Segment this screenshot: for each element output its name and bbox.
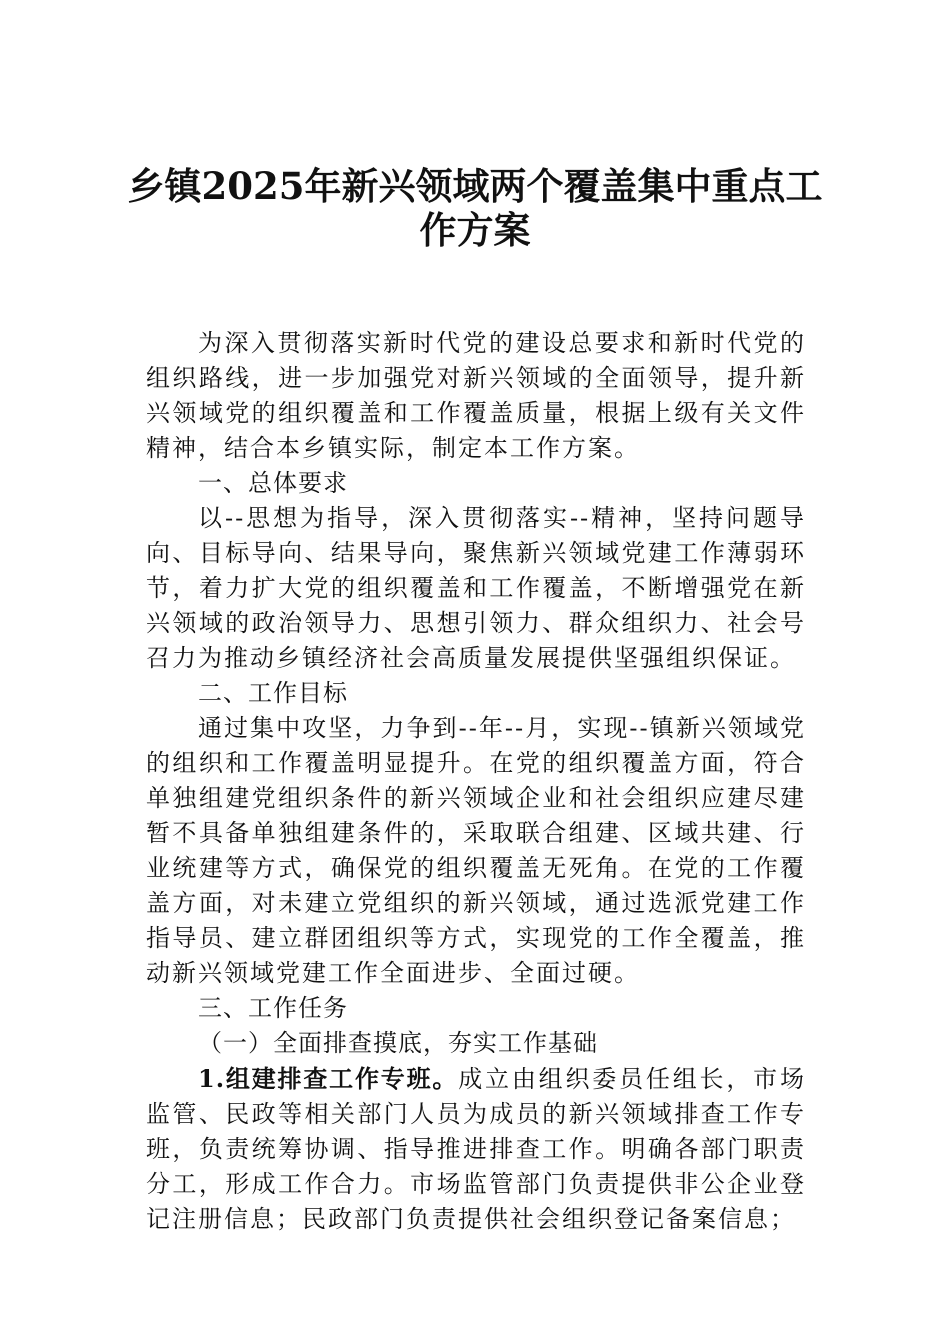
section-heading-work-goals: 二、工作目标 (198, 679, 348, 707)
section-heading-work-tasks: 三、工作任务 (198, 994, 348, 1022)
section-heading-general-requirements: 一、总体要求 (198, 469, 348, 497)
document-title-line-1: 乡镇2025年新兴领域两个覆盖集中重点工 (127, 164, 823, 208)
document-title-line-2: 作方案 (419, 208, 531, 252)
document-body (146, 326, 806, 1237)
task-item-1-lead: 1.组建排查工作专班。 (198, 1064, 459, 1093)
task-item-1-text: 成立由组织委员任组长，市场监管、民政等相关部门人员为成员的新兴领域排查工作专班，负责统筹协调、指导推进排查工作。明确各部门职责分工，形成工作合力。市场监管部门负责提供非公企业登记注册信息；民政部门负责提供社会组织登记备案信息； (146, 1065, 807, 1233)
task-item-1-paragraph (146, 1061, 806, 1237)
general-requirements-paragraph: 以--思想为指导，深入贯彻落实--精神，坚持问题导向、目标导向、结果导向，聚焦新兴领域党建工作薄弱环节，着力扩大党的组织覆盖和工作覆盖，不断增强党在新兴领域的政治领导力、思想引领力、群众组织力、社会号召力为推动乡镇经济社会高质量发展提供坚强组织保证。 (146, 504, 806, 672)
subsection-heading-survey: （一）全面排查摸底，夯实工作基础 (198, 1029, 598, 1057)
work-goals-paragraph: 通过集中攻坚，力争到--年--月，实现--镇新兴领域党的组织和工作覆盖明显提升。在党的组织覆盖方面，符合单独组建党组织条件的新兴领域企业和社会组织应建尽建暂不具备单独组建条件的，采取联合组建、区域共建、行业统建等方式，确保党的组织覆盖无死角。在党的工作覆盖方面，对未建立党组织的新兴领域，通过选派党建工作指导员、建立群团组织等方式，实现党的工作全覆盖，推动新兴领域党建工作全面进步、全面过硬。 (146, 714, 806, 987)
intro-paragraph: 为深入贯彻落实新时代党的建设总要求和新时代党的组织路线，进一步加强党对新兴领域的全面领导，提升新兴领域党的组织覆盖和工作覆盖质量，根据上级有关文件精神，结合本乡镇实际，制定本工作方案。 (146, 329, 806, 462)
